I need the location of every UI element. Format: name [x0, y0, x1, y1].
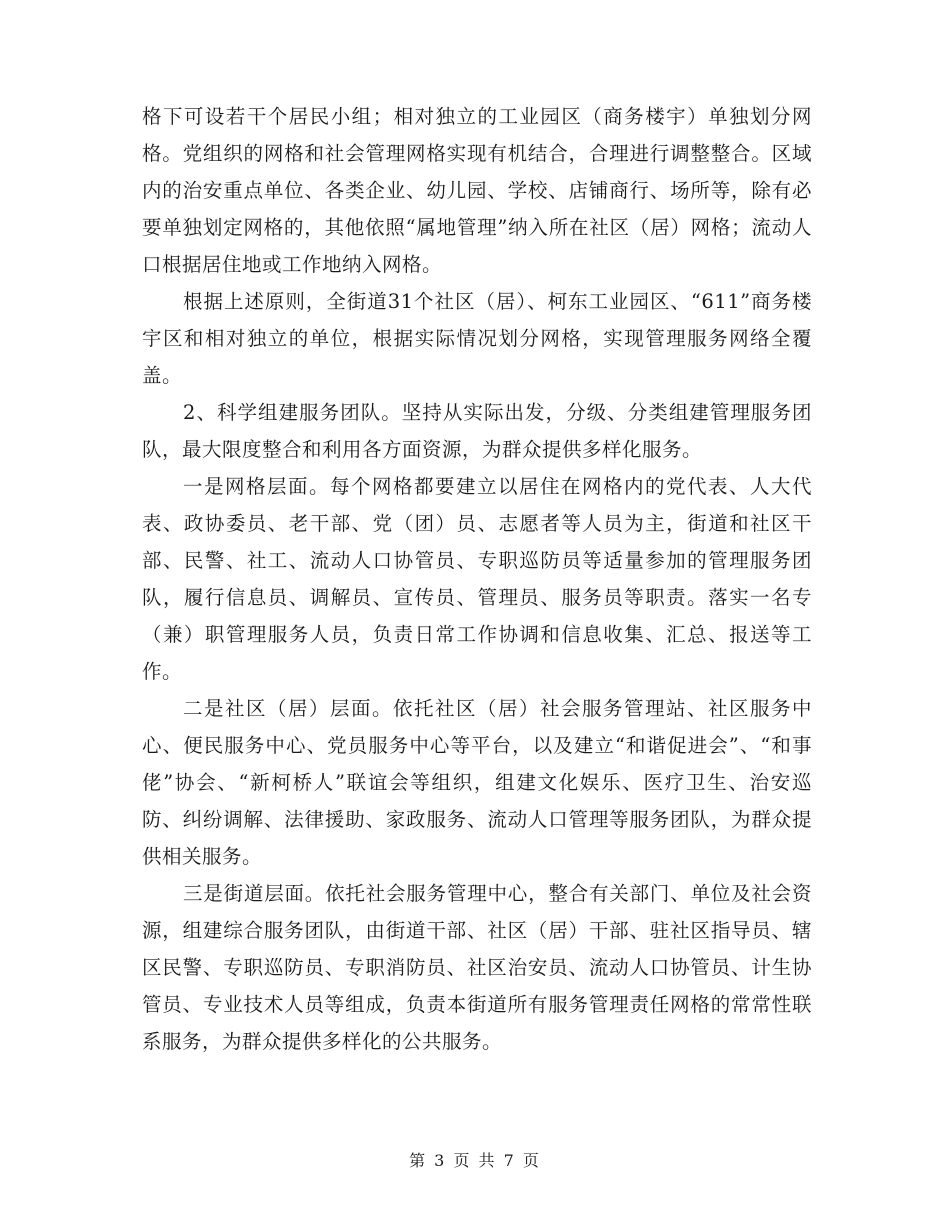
document-body [142, 98, 812, 1060]
paragraph-service-team-heading: 2、科学组建服务团队。坚持从实际出发，分级、分类组建管理服务团队，最大限度整合和利用各方面资源，为群众提供多样化服务。 [142, 401, 812, 461]
paragraph-grid-division-continued: 格下可设若干个居民小组；相对独立的工业园区（商务楼宇）单独划分网格。党组织的网格和社会管理网格实现有机结合，合理进行调整整合。区域内的治安重点单位、各类企业、幼儿园、学校、店铺商行、场所等，除有必要单独划定网格的，其他依照“属地管理”纳入所在社区（居）网格；流动人口根据居住地或工作地纳入网格。 [142, 105, 812, 276]
page-number-footer: 第 3 页 共 7 页 [409, 1151, 541, 1170]
paragraph-community-level: 二是社区（居）层面。依托社区（居）社会服务管理站、社区服务中心、便民服务中心、党员服务中心等平台，以及建立“和谐促进会”、“和事佬”协会、“新柯桥人”联谊会等组织，组建文化娱乐、医疗卫生、治安巡防、纠纷调解、法律援助、家政服务、流动人口管理等服务团队，为群众提供相关服务。 [142, 697, 812, 868]
paragraph-street-level: 三是街道层面。依托社会服务管理中心，整合有关部门、单位及社会资源，组建综合服务团队，由街道干部、社区（居）干部、驻社区指导员、辖区民警、专职巡防员、专职消防员、社区治安员、流动人口协管员、计生协管员、专业技术人员等组成，负责本街道所有服务管理责任网格的常常性联系服务，为群众提供多样化的公共服务。 [142, 882, 812, 1053]
paragraph-coverage-principle: 根据上述原则，全街道31个社区（居）、柯东工业园区、“611”商务楼宇区和相对独立的单位，根据实际情况划分网格，实现管理服务网络全覆盖。 [142, 290, 812, 387]
paragraph-grid-level: 一是网格层面。每个网格都要建立以居住在网格内的党代表、人大代表、政协委员、老干部、党（团）员、志愿者等人员为主，街道和社区干部、民警、社工、流动人口协管员、专职巡防员等适量参加的管理服务团队，履行信息员、调解员、宣传员、管理员、服务员等职责。落实一名专（兼）职管理服务人员，负责日常工作协调和信息收集、汇总、报送等工作。 [142, 475, 812, 683]
